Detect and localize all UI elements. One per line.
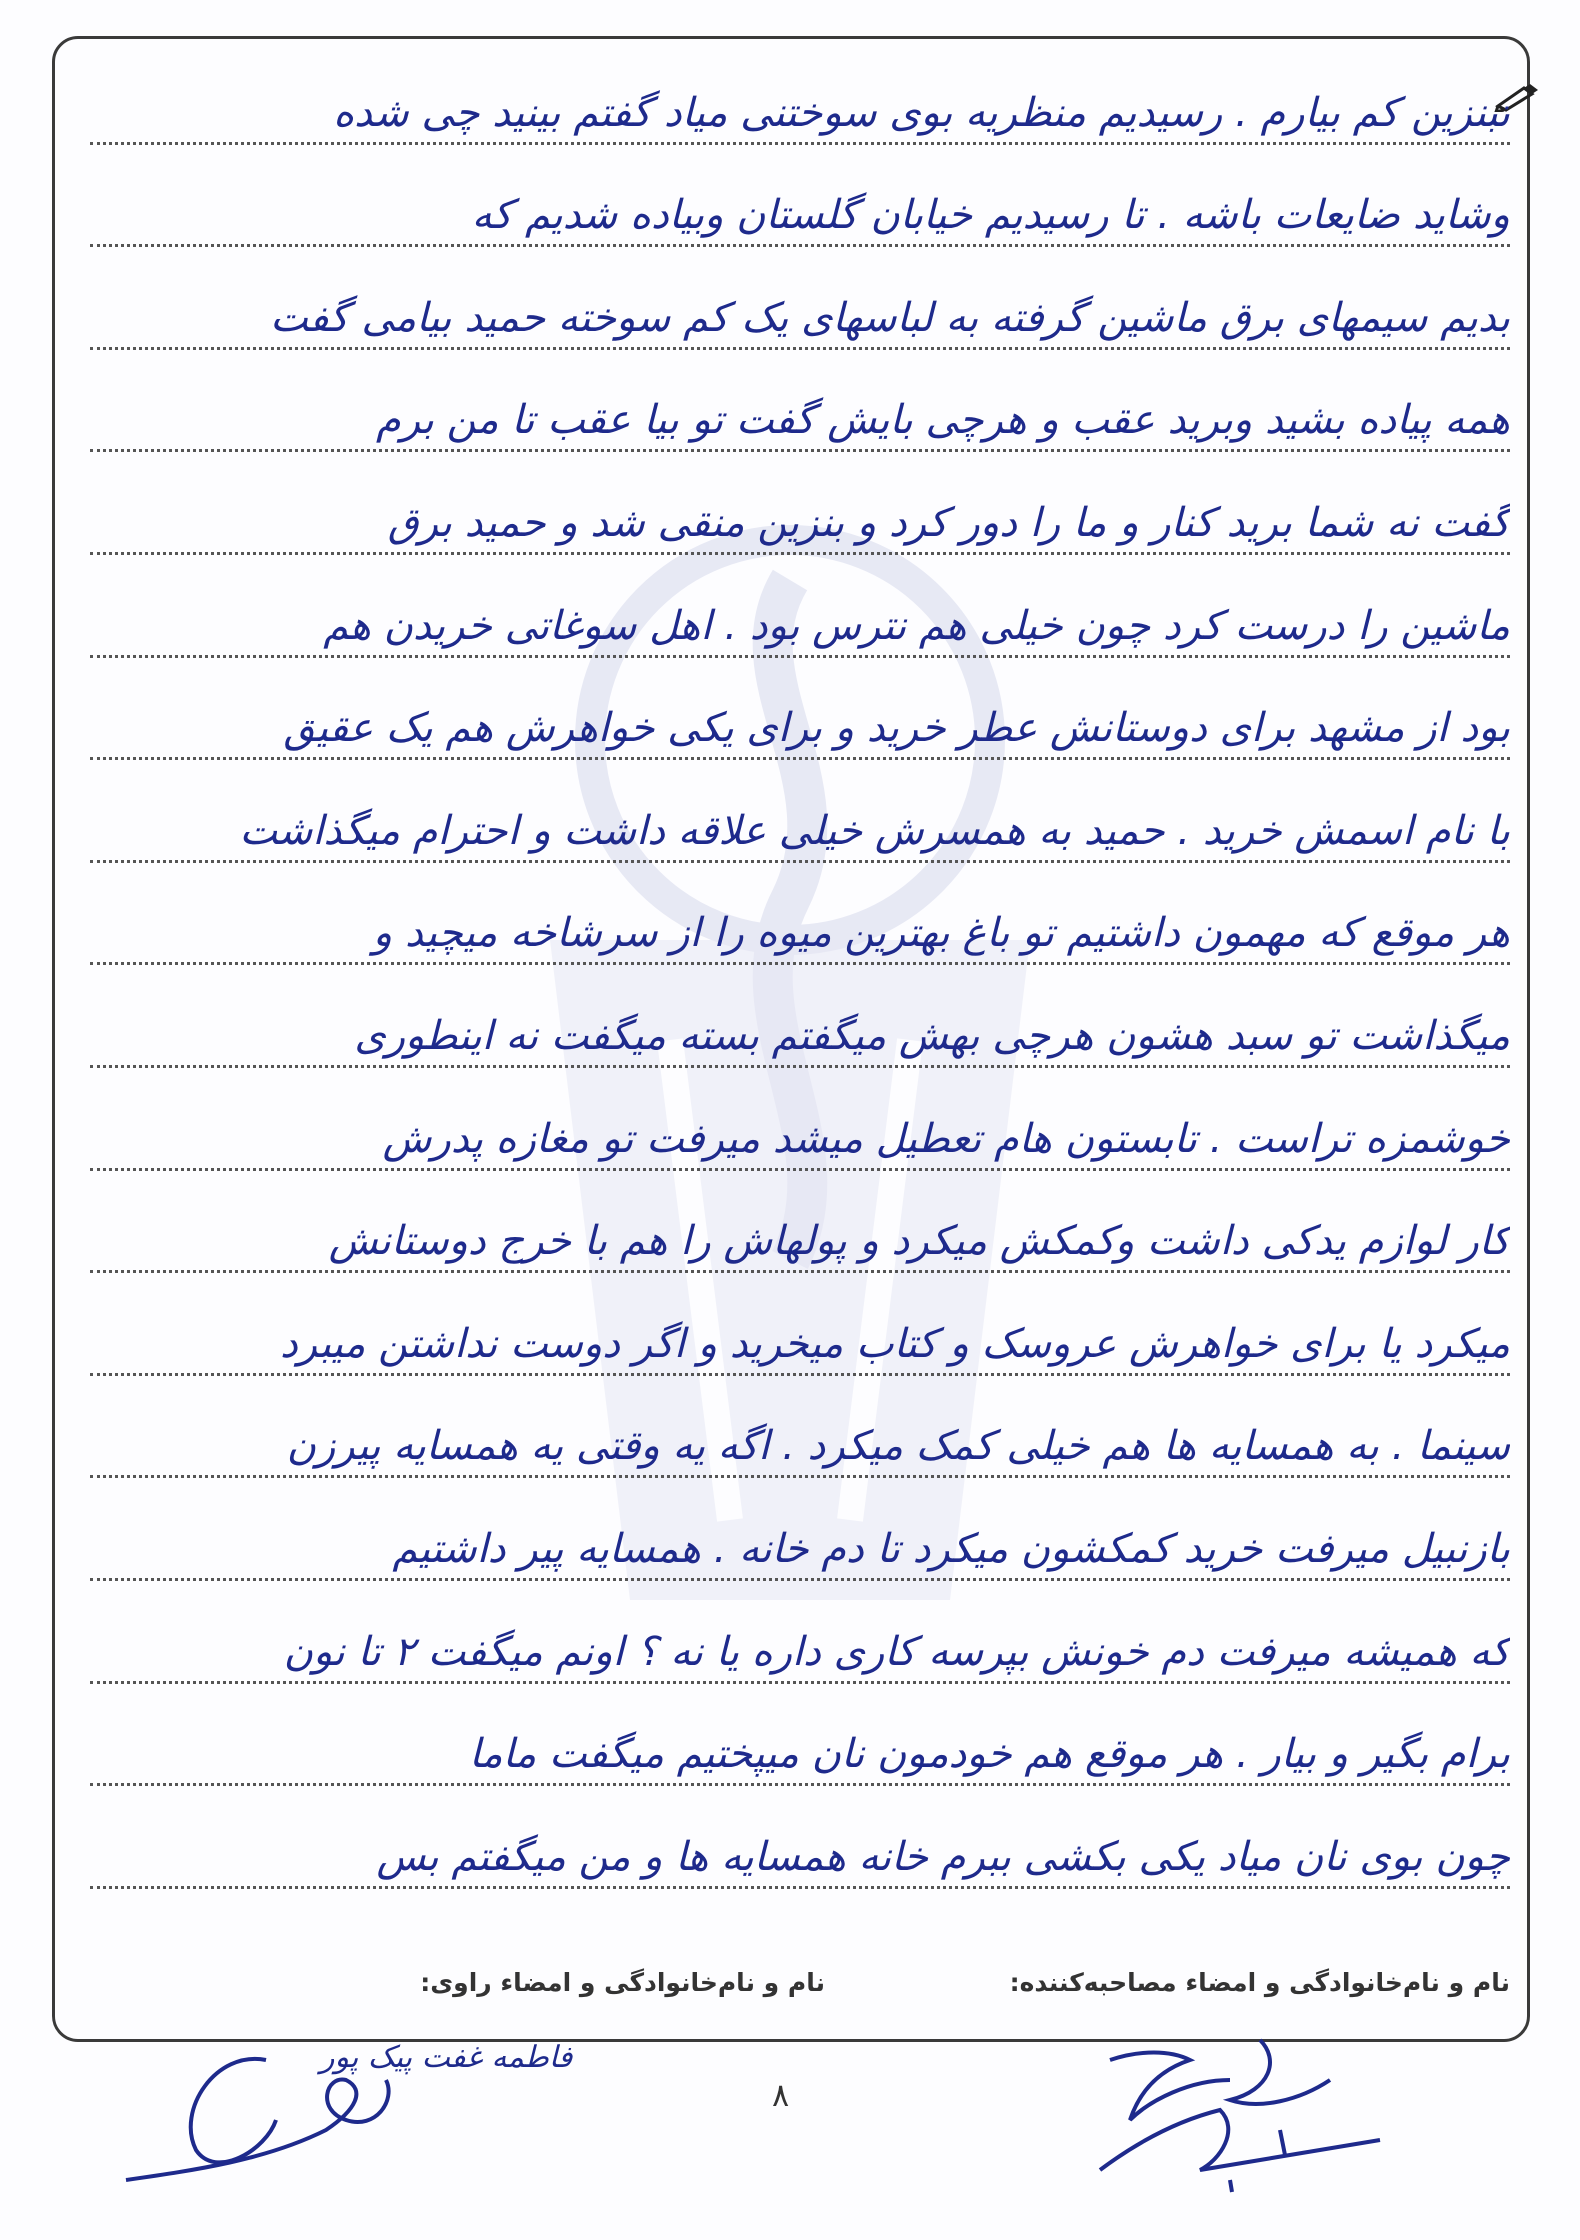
narrator-name-handwritten: فاطمه غفت پیک پور (320, 2040, 573, 2075)
line-14 (90, 1394, 1510, 1497)
line-text: تبنزین کم بیارم . رسیدیم منظریه بوی سوختنی میاد گفتم بینید چی شده (333, 89, 1510, 136)
line-text: با نام اسمش خرید . حمید به همسرش خیلی علاقه داشت و احترام میگذاشت (239, 807, 1510, 854)
line-11 (90, 1086, 1510, 1189)
line-text: ماشین را درست کرد چون خیلی هم نترس بود . اهل سوغاتی خریدن هم (323, 602, 1510, 649)
line-text: هر موقع که مهمون داشتیم تو باغ بهترین میوه را از سرشاخه میچید و (372, 910, 1510, 957)
line-13 (90, 1291, 1510, 1394)
line-text: گفت نه شما برید کنار و ما را دور کرد و بنزین منقی شد و حمید برق (387, 499, 1510, 546)
line-1 (90, 60, 1510, 163)
line-12 (90, 1189, 1510, 1292)
line-text: چون بوی نان میاد یکی بکشی ببرم خانه همسایه ها و من میگفتم بس (376, 1833, 1510, 1880)
line-4 (90, 368, 1510, 471)
handwritten-lines (90, 60, 1510, 1907)
line-text: کار لوازم یدکی داشت وکمکش میکرد و پولهاش را هم با خرج دوستانش (328, 1218, 1510, 1265)
line-text: که همیشه میرفت دم خونش بپرسه کاری داره یا نه ؟ اونم میگفت ۲ تا نون (283, 1628, 1510, 1675)
line-text: برام بگیر و بیار . هر موقع هم خودمون نان میپختیم میگفت ماما (469, 1731, 1510, 1778)
line-5 (90, 470, 1510, 573)
interviewer-label: نام و نام‌خانوادگی و امضاء مصاحبه‌کننده: (1009, 1968, 1510, 1997)
line-text: بدیم سیمهای برق ماشین گرفته به لباسهای یک کم سوخته حمید بیامی گفت (270, 294, 1510, 341)
line-text: میکرد یا برای خواهرش عروسک و کتاب میخرید و اگر دوست نداشتن میبرد (279, 1320, 1510, 1367)
line-text: میگذاشت تو سبد هشون هرچی بهش میگفتم بسته میگفت نه اینطوری (354, 1012, 1510, 1059)
line-8 (90, 778, 1510, 881)
interviewer-signature (1080, 2020, 1400, 2200)
line-text: وشاید ضایعات باشه . تا رسیدیم خیابان گلستان وبیاده شدیم که (471, 192, 1510, 239)
line-16 (90, 1599, 1510, 1702)
line-18 (90, 1804, 1510, 1907)
line-17 (90, 1702, 1510, 1805)
line-10 (90, 983, 1510, 1086)
line-text: خوشمزه تراست . تابستون هام تعطیل میشد میرفت تو مغازه پدرش (382, 1115, 1510, 1162)
line-9 (90, 881, 1510, 984)
narrator-label: نام و نام‌خانوادگی و امضاء راوی: (420, 1968, 825, 1997)
line-text: همه پیاده بشید وبرید عقب و هرچی بایش گفت تو بیا عقب تا من برم (375, 397, 1510, 444)
line-text: سینما . به همسایه ها هم خیلی کمک میکرد . اگه یه وقتی یه همسایه پیرزن (286, 1423, 1510, 1470)
line-text: بازنبیل میرفت خرید کمکشون میکرد تا دم خانه . همسایه پیر داشتیم (392, 1525, 1510, 1572)
line-3 (90, 265, 1510, 368)
line-6 (90, 573, 1510, 676)
line-text: بود از مشهد برای دوستانش عطر خرید و برای یکی خواهرش هم یک عقیق (283, 705, 1510, 752)
page-number: ۸ (772, 2076, 790, 2114)
line-2 (90, 163, 1510, 266)
signature-labels (90, 1968, 1510, 2018)
line-7 (90, 676, 1510, 779)
line-15 (90, 1496, 1510, 1599)
